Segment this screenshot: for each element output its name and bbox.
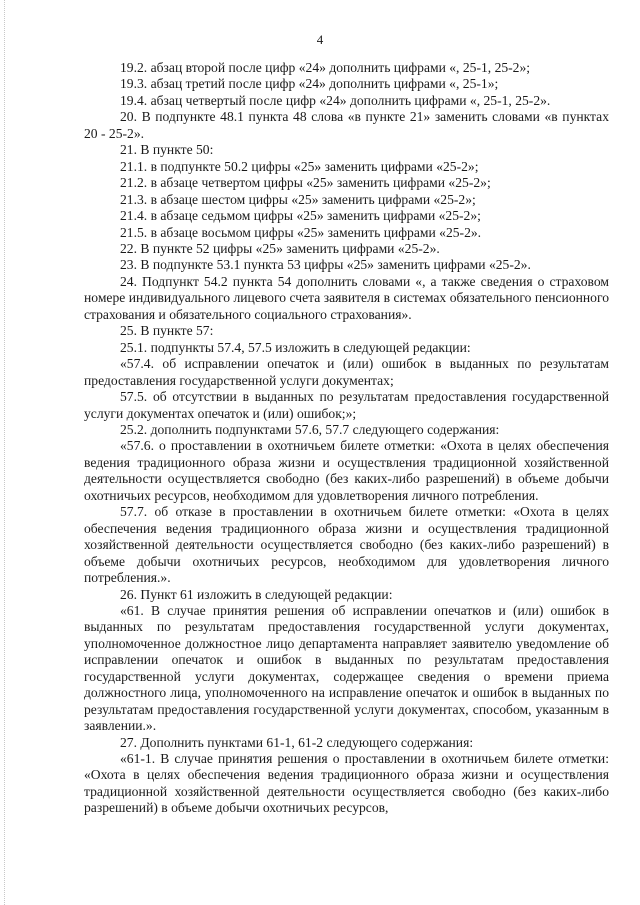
paragraph-57-5: 57.5. об отсутствии в выданных по результатам предоставления государственной услуги документах опечаток и (или) ошибок;»; [84,389,609,421]
document-body [84,60,609,817]
paragraph-25: 25. В пункте 57: [120,323,214,339]
paragraph-27: 27. Дополнить пунктами 61-1, 61-2 следующего содержания: [120,734,474,750]
paragraph-20: 20. В подпункте 48.1 пункта 48 слова «в пункте 21» заменить словами «в пунктах 20 - 25-2». [84,109,609,141]
paragraph-57-7: 57.7. об отказе в проставлении в охотничьем билете отметки: «Охота в целях обеспечения ведения традиционного образа жизни и осуществления традиционной хозяйственной деятельности осуществляется свободно (без каких-либо разрешений) в объеме добычи охотничьих ресурсов, необходимом для удовлетворения личного потребления.». [84,504,609,586]
paragraph-61-1: «61-1. В случае принятия решения о проставлении в охотничьем билете отметки: «Охота в целях обеспечения ведения традиционного образа жизни и осуществления традиционной хозяйственной деятельности осуществляется свободно (без каких-либо разрешений) в объеме добычи охотничьих ресурсов, [84,751,609,816]
page-number: 4 [316,32,324,47]
paragraph-21: 21. В пункте 50: [120,142,214,158]
paragraph-23: 23. В подпункте 53.1 пункта 53 цифры «25» заменить цифрами «25-2». [120,257,531,273]
paragraph-21-5: 21.5. в абзаце восьмом цифры «25» заменить цифрами «25-2». [120,224,482,240]
paragraph-57-6: «57.6. о проставлении в охотничьем билете отметки: «Охота в целях обеспечения ведения традиционного образа жизни и осуществления традиционной хозяйственной деятельности осуществляется свободно (без каких-либо разрешений) в объеме добычи охотничьих ресурсов, необходимом для удовлетворения личного потребления. [84,438,609,503]
paragraph-25-2: 25.2. дополнить подпунктами 57.6, 57.7 следующего содержания: [120,421,500,437]
paragraph-26: 26. Пункт 61 изложить в следующей редакции: [120,586,393,602]
paragraph-61: «61. В случае принятия решения об исправлении опечатков и (или) ошибок в выданных по результатам предоставления государственной услуги документах, уполномоченное должностное лицо департамента направляет заявителю уведомление об исправлении опечаток и ошибок в выданных по результатам предоставления государственной услуги документах, содержащее сведения о времени приема должностного лица, уполномоченного на исправление опечаток и ошибок в выданных по результатам предоставления государственной услуги документах, способом, указанным в заявлении.». [84,602,609,734]
paragraph-21-1: 21.1. в подпункте 50.2 цифры «25» заменить цифрами «25-2»; [120,158,479,174]
paragraph-24: 24. Подпункт 54.2 пункта 54 дополнить словами «, а также сведения о страховом номере индивидуального лицевого счета заявителя в системах обязательного пенсионного страхования и обязательного социального страхования». [84,273,609,322]
paragraph-19-4: 19.4. абзац четвертый после цифр «24» дополнить цифрами «, 25-1, 25-2». [120,92,551,108]
paragraph-21-4: 21.4. в абзаце седьмом цифры «25» заменить цифрами «25-2»; [120,208,481,224]
paragraph-19-2: 19.2. абзац второй после цифр «24» дополнить цифрами «, 25-1, 25-2»; [120,60,531,75]
paragraph-21-3: 21.3. в абзаце шестом цифры «25» заменить цифрами «25-2»; [120,191,476,207]
paragraph-19-3: 19.3. абзац третий после цифр «24» дополнить цифрами «, 25-1»; [120,76,499,92]
paragraph-57-4: «57.4. об исправлении опечаток и (или) ошибок в выданных по результатам предоставления государственной услуги документах; [84,356,609,388]
page-binding-edge [0,0,5,905]
paragraph-25-1: 25.1. подпункты 57.4, 57.5 изложить в следующей редакции: [120,339,471,355]
paragraph-21-2: 21.2. в абзаце четвертом цифры «25» заменить цифрами «25-2»; [120,175,491,191]
paragraph-22: 22. В пункте 52 цифры «25» заменить цифрами «25-2». [120,240,440,256]
